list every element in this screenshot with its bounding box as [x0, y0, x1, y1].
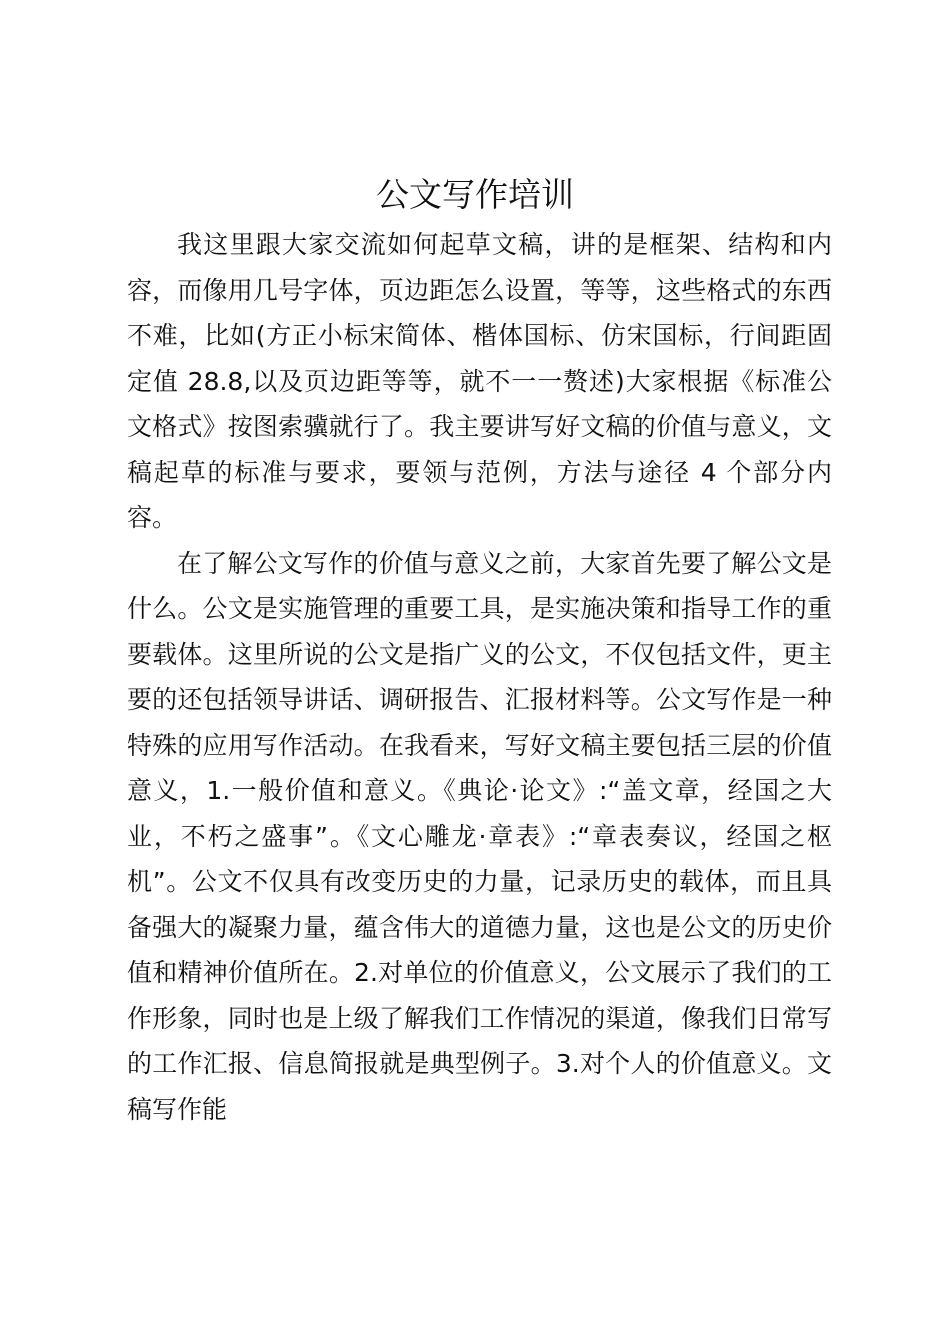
document-title: 公文写作培训 [376, 175, 574, 214]
document-body [127, 222, 832, 1132]
paragraph-2: 在了解公文写作的价值与意义之前，大家首先要了解公文是什么。公文是实施管理的重要工具，是实施决策和指导工作的重要载体。这里所说的公文是指广义的公文，不仅包括文件，更主要的还包括领导讲话、调研报告、汇报材料等。公文写作是一种特殊的应用写作活动。在我看来，写好文稿主要包括三层的价值意义，1.一般价值和意义。《典论·论文》:“盖文章，经国之大业，不朽之盛事”。《文心雕龙·章表》:“章表奏议，经国之枢机”。公文不仅具有改变历史的力量，记录历史的载体，而且具备强大的凝聚力量，蕴含伟大的道德力量，这也是公文的历史价值和精神价值所在。2.对单位的价值意义，公文展示了我们的工作形象，同时也是上级了解我们工作情况的渠道，像我们日常写的工作汇报、信息简报就是典型例子。3.对个人的价值意义。文稿写作能 [127, 548, 832, 1124]
paragraph-1: 我这里跟大家交流如何起草文稿，讲的是框架、结构和内容，而像用几号字体，页边距怎么设置，等等，这些格式的东西不难，比如(方正小标宋简体、楷体国标、仿宋国标，行间距固定值 28.8,以及页边距等等，就不一一赘述)大家根据《标准公文格式》按图索骥就行了。我主要讲写好文稿的价值与意义，文稿起草的标准与要求，要领与范例，方法与途径 4 个部分内容。 [127, 230, 832, 532]
